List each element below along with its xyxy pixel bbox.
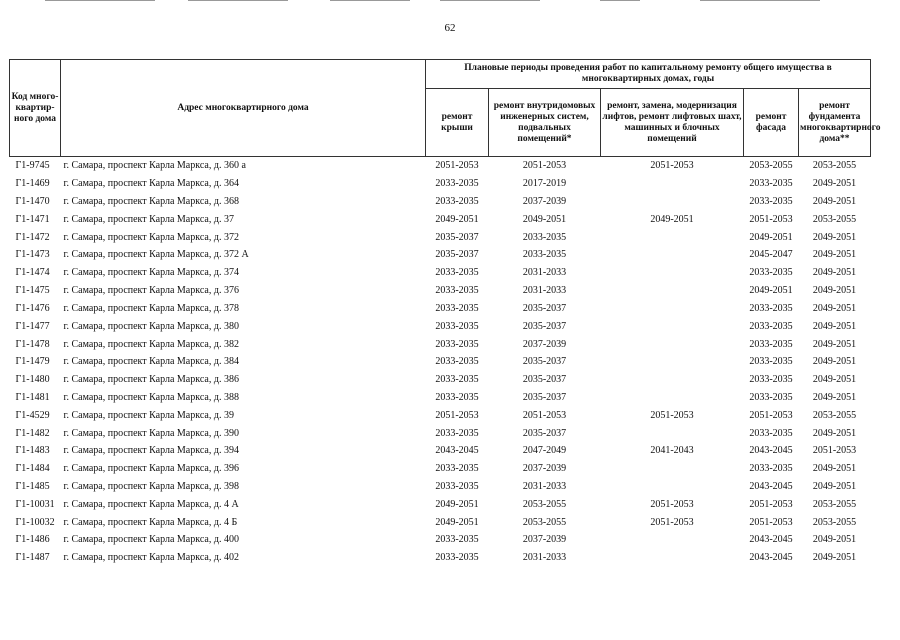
cell-foundation: 2049-2051	[812, 391, 857, 403]
cell-internal-systems: 2035-2037	[522, 427, 567, 439]
table-row	[10, 317, 871, 335]
table-row	[10, 246, 871, 264]
cell-address: г. Самара, проспект Карла Маркса, д. 360 а	[63, 160, 246, 172]
cell-code: Г1-1473	[15, 249, 50, 261]
cell-elevators	[601, 389, 744, 407]
top-rule	[700, 0, 820, 1]
cell-facade: 2033-2035	[749, 338, 793, 350]
cell-facade: 2051-2053	[749, 498, 793, 510]
top-rule	[440, 0, 540, 1]
cell-code: Г1-1483	[15, 445, 50, 457]
cell-facade: 2043-2045	[749, 552, 793, 564]
cell-foundation: 2049-2051	[812, 249, 857, 261]
cell-code: Г1-1476	[15, 302, 50, 314]
cell-facade: 2033-2035	[749, 320, 793, 332]
cell-internal-systems: 2035-2037	[522, 356, 567, 368]
cell-roof: 2049-2051	[435, 213, 479, 225]
cell-elevators: 2041-2043	[650, 445, 694, 457]
cell-foundation: 2049-2051	[812, 374, 857, 386]
cell-elevators: 2051-2053	[650, 409, 694, 421]
cell-elevators	[601, 317, 744, 335]
cell-roof: 2033-2035	[435, 356, 479, 368]
cell-address: г. Самара, проспект Карла Маркса, д. 372	[63, 231, 239, 243]
cell-internal-systems: 2031-2033	[522, 267, 567, 279]
cell-foundation: 2049-2051	[812, 196, 857, 208]
cell-elevators	[601, 282, 744, 300]
cell-code: Г1-1486	[15, 534, 50, 546]
cell-foundation: 2049-2051	[812, 231, 857, 243]
cell-facade: 2053-2055	[749, 160, 793, 172]
cell-address: г. Самара, проспект Карла Маркса, д. 398	[63, 481, 239, 493]
table-row	[10, 157, 871, 175]
cell-address: г. Самара, проспект Карла Маркса, д. 378	[63, 302, 239, 314]
cell-internal-systems: 2017-2019	[522, 178, 567, 190]
cell-address: г. Самара, проспект Карла Маркса, д. 402	[63, 552, 239, 564]
cell-facade: 2033-2035	[749, 374, 793, 386]
cell-elevators	[601, 531, 744, 549]
cell-facade: 2051-2053	[749, 409, 793, 421]
cell-code: Г1-1484	[15, 463, 50, 475]
cell-foundation: 2053-2055	[812, 516, 857, 528]
top-rule	[600, 0, 640, 1]
cell-elevators	[601, 228, 744, 246]
header-facade: ремонт фасада	[744, 89, 799, 157]
cell-foundation: 2049-2051	[812, 338, 857, 350]
header-roof: ремонт крыши	[426, 89, 489, 157]
cell-facade: 2043-2045	[749, 534, 793, 546]
cell-foundation: 2053-2055	[812, 160, 857, 172]
cell-internal-systems: 2031-2033	[522, 481, 567, 493]
cell-elevators	[601, 371, 744, 389]
cell-foundation: 2049-2051	[812, 320, 857, 332]
cell-elevators	[601, 264, 744, 282]
cell-address: г. Самара, проспект Карла Маркса, д. 394	[63, 445, 239, 457]
cell-foundation: 2049-2051	[812, 427, 857, 439]
table-row	[10, 371, 871, 389]
cell-address: г. Самара, проспект Карла Маркса, д. 382	[63, 338, 239, 350]
cell-code: Г1-1479	[15, 356, 50, 368]
cell-internal-systems: 2035-2037	[522, 302, 567, 314]
cell-code: Г1-1474	[15, 267, 50, 279]
table-row	[10, 353, 871, 371]
cell-facade: 2051-2053	[749, 516, 793, 528]
cell-facade: 2049-2051	[749, 285, 793, 297]
cell-roof: 2035-2037	[435, 231, 479, 243]
cell-roof: 2033-2035	[435, 427, 479, 439]
cell-roof: 2043-2045	[435, 445, 479, 457]
cell-internal-systems: 2037-2039	[522, 338, 567, 350]
cell-roof: 2033-2035	[435, 463, 479, 475]
cell-internal-systems: 2035-2037	[522, 320, 567, 332]
cell-code: Г1-1485	[15, 481, 50, 493]
cell-internal-systems: 2033-2035	[522, 231, 567, 243]
cell-foundation: 2049-2051	[812, 178, 857, 190]
cell-foundation: 2049-2051	[812, 481, 857, 493]
cell-code: Г1-1471	[15, 213, 50, 225]
cell-roof: 2033-2035	[435, 391, 479, 403]
table-row	[10, 389, 871, 407]
cell-foundation: 2053-2055	[812, 213, 857, 225]
cell-facade: 2051-2053	[749, 213, 793, 225]
table-row	[10, 193, 871, 211]
table-row	[10, 460, 871, 478]
table-row	[10, 495, 871, 513]
cell-code: Г1-1470	[15, 196, 50, 208]
cell-facade: 2033-2035	[749, 391, 793, 403]
cell-address: г. Самара, проспект Карла Маркса, д. 388	[63, 391, 239, 403]
cell-address: г. Самара, проспект Карла Маркса, д. 390	[63, 427, 239, 439]
cell-address: г. Самара, проспект Карла Маркса, д. 400	[63, 534, 239, 546]
table-row	[10, 282, 871, 300]
cell-address: г. Самара, проспект Карла Маркса, д. 364	[63, 178, 239, 190]
header-address: Адрес многоквартирного дома	[61, 60, 426, 157]
cell-code: Г1-1472	[15, 231, 50, 243]
cell-internal-systems: 2037-2039	[522, 463, 567, 475]
cell-facade: 2043-2045	[749, 481, 793, 493]
top-rule	[188, 0, 288, 1]
cell-roof: 2033-2035	[435, 338, 479, 350]
cell-elevators	[601, 193, 744, 211]
cell-code: Г1-4529	[15, 409, 50, 421]
cell-roof: 2035-2037	[435, 249, 479, 261]
table-row	[10, 175, 871, 193]
cell-foundation: 2049-2051	[812, 302, 857, 314]
cell-code: Г1-1480	[15, 374, 50, 386]
header-foundation: ремонт фундамента многоквартирного дома**	[799, 89, 871, 157]
cell-code: Г1-1481	[15, 391, 50, 403]
table-row	[10, 300, 871, 318]
cell-address: г. Самара, проспект Карла Маркса, д. 396	[63, 463, 239, 475]
cell-internal-systems: 2049-2051	[522, 213, 567, 225]
cell-code: Г1-10032	[15, 516, 55, 528]
cell-foundation: 2049-2051	[812, 267, 857, 279]
cell-roof: 2033-2035	[435, 302, 479, 314]
cell-roof: 2051-2053	[435, 160, 479, 172]
cell-code: Г1-1469	[15, 178, 50, 190]
cell-facade: 2033-2035	[749, 196, 793, 208]
table-row	[10, 513, 871, 531]
cell-internal-systems: 2047-2049	[522, 445, 567, 457]
cell-roof: 2033-2035	[435, 267, 479, 279]
cell-facade: 2049-2051	[749, 231, 793, 243]
cell-address: г. Самара, проспект Карла Маркса, д. 39	[63, 409, 234, 421]
cell-facade: 2033-2035	[749, 427, 793, 439]
cell-internal-systems: 2051-2053	[522, 409, 567, 421]
cell-elevators	[601, 335, 744, 353]
table-row	[10, 264, 871, 282]
cell-roof: 2033-2035	[435, 196, 479, 208]
table-row	[10, 442, 871, 460]
cell-roof: 2049-2051	[435, 498, 479, 510]
cell-address: г. Самара, проспект Карла Маркса, д. 384	[63, 356, 239, 368]
cell-code: Г1-1477	[15, 320, 50, 332]
table-row	[10, 335, 871, 353]
cell-address: г. Самара, проспект Карла Маркса, д. 4 А	[63, 498, 239, 510]
cell-code: Г1-1478	[15, 338, 50, 350]
cell-elevators: 2051-2053	[650, 498, 694, 510]
cell-elevators	[601, 300, 744, 318]
cell-roof: 2033-2035	[435, 481, 479, 493]
header-periods-group: Плановые периоды проведения работ по капитальному ремонту общего имущества в многоквартирных домах, годы	[426, 60, 871, 89]
cell-roof: 2051-2053	[435, 409, 479, 421]
cell-elevators	[601, 460, 744, 478]
cell-code: Г1-1487	[15, 552, 50, 564]
table-row	[10, 531, 871, 549]
cell-address: г. Самара, проспект Карла Маркса, д. 4 Б	[63, 516, 238, 528]
cell-facade: 2045-2047	[749, 249, 793, 261]
cell-facade: 2033-2035	[749, 302, 793, 314]
cell-internal-systems: 2037-2039	[522, 534, 567, 546]
table-row	[10, 478, 871, 496]
cell-roof: 2033-2035	[435, 285, 479, 297]
cell-address: г. Самара, проспект Карла Маркса, д. 376	[63, 285, 239, 297]
header-internal-systems: ремонт внутридомовых инженерных систем, подвальных помещений*	[489, 89, 601, 157]
cell-code: Г1-1475	[15, 285, 50, 297]
cell-code: Г1-10031	[15, 498, 55, 510]
cell-code: Г1-9745	[15, 160, 50, 172]
top-rule	[330, 0, 410, 1]
cell-roof: 2033-2035	[435, 534, 479, 546]
cell-internal-systems: 2031-2033	[522, 552, 567, 564]
page-number: 62	[444, 22, 456, 34]
cell-internal-systems: 2053-2055	[522, 498, 567, 510]
cell-facade: 2033-2035	[749, 463, 793, 475]
cell-internal-systems: 2033-2035	[522, 249, 567, 261]
repair-schedule-table	[9, 59, 881, 567]
table-header	[10, 60, 881, 157]
cell-facade: 2043-2045	[749, 445, 793, 457]
cell-elevators	[601, 246, 744, 264]
table-row	[10, 424, 871, 442]
cell-roof: 2033-2035	[435, 552, 479, 564]
cell-elevators	[601, 424, 744, 442]
cell-roof: 2033-2035	[435, 320, 479, 332]
cell-roof: 2033-2035	[435, 374, 479, 386]
cell-foundation: 2049-2051	[812, 463, 857, 475]
cell-elevators	[601, 175, 744, 193]
cell-foundation: 2049-2051	[812, 285, 857, 297]
cell-code: Г1-1482	[15, 427, 50, 439]
cell-address: г. Самара, проспект Карла Маркса, д. 372 А	[63, 249, 249, 261]
cell-elevators	[601, 478, 744, 496]
header-code: Код много-квартир-ного дома	[10, 60, 61, 157]
cell-address: г. Самара, проспект Карла Маркса, д. 380	[63, 320, 239, 332]
cell-internal-systems: 2031-2033	[522, 285, 567, 297]
cell-address: г. Самара, проспект Карла Маркса, д. 386	[63, 374, 239, 386]
cell-internal-systems: 2035-2037	[522, 391, 567, 403]
cell-foundation: 2049-2051	[812, 534, 857, 546]
cell-foundation: 2053-2055	[812, 409, 857, 421]
table-body	[10, 157, 871, 567]
table-row	[10, 406, 871, 424]
table-row	[10, 210, 871, 228]
cell-foundation: 2049-2051	[812, 356, 857, 368]
table-row	[10, 549, 871, 567]
cell-internal-systems: 2051-2053	[522, 160, 567, 172]
cell-address: г. Самара, проспект Карла Маркса, д. 37	[63, 213, 234, 225]
cell-foundation: 2053-2055	[812, 498, 857, 510]
cell-elevators: 2049-2051	[650, 213, 694, 225]
cell-foundation: 2051-2053	[812, 445, 857, 457]
table-row	[10, 228, 871, 246]
cell-foundation: 2049-2051	[812, 552, 857, 564]
cell-address: г. Самара, проспект Карла Маркса, д. 368	[63, 196, 239, 208]
header-elevators: ремонт, замена, модернизация лифтов, ремонт лифтовых шахт, машинных и блочных помещений	[601, 89, 744, 157]
cell-facade: 2033-2035	[749, 356, 793, 368]
cell-roof: 2049-2051	[435, 516, 479, 528]
cell-facade: 2033-2035	[749, 178, 793, 190]
cell-elevators: 2051-2053	[650, 516, 694, 528]
cell-internal-systems: 2053-2055	[522, 516, 567, 528]
cell-address: г. Самара, проспект Карла Маркса, д. 374	[63, 267, 239, 279]
cell-internal-systems: 2037-2039	[522, 196, 567, 208]
cell-elevators: 2051-2053	[650, 160, 694, 172]
cell-facade: 2033-2035	[749, 267, 793, 279]
cell-elevators	[601, 549, 744, 567]
top-rule	[45, 0, 155, 1]
cell-internal-systems: 2035-2037	[522, 374, 567, 386]
cell-roof: 2033-2035	[435, 178, 479, 190]
cell-elevators	[601, 353, 744, 371]
